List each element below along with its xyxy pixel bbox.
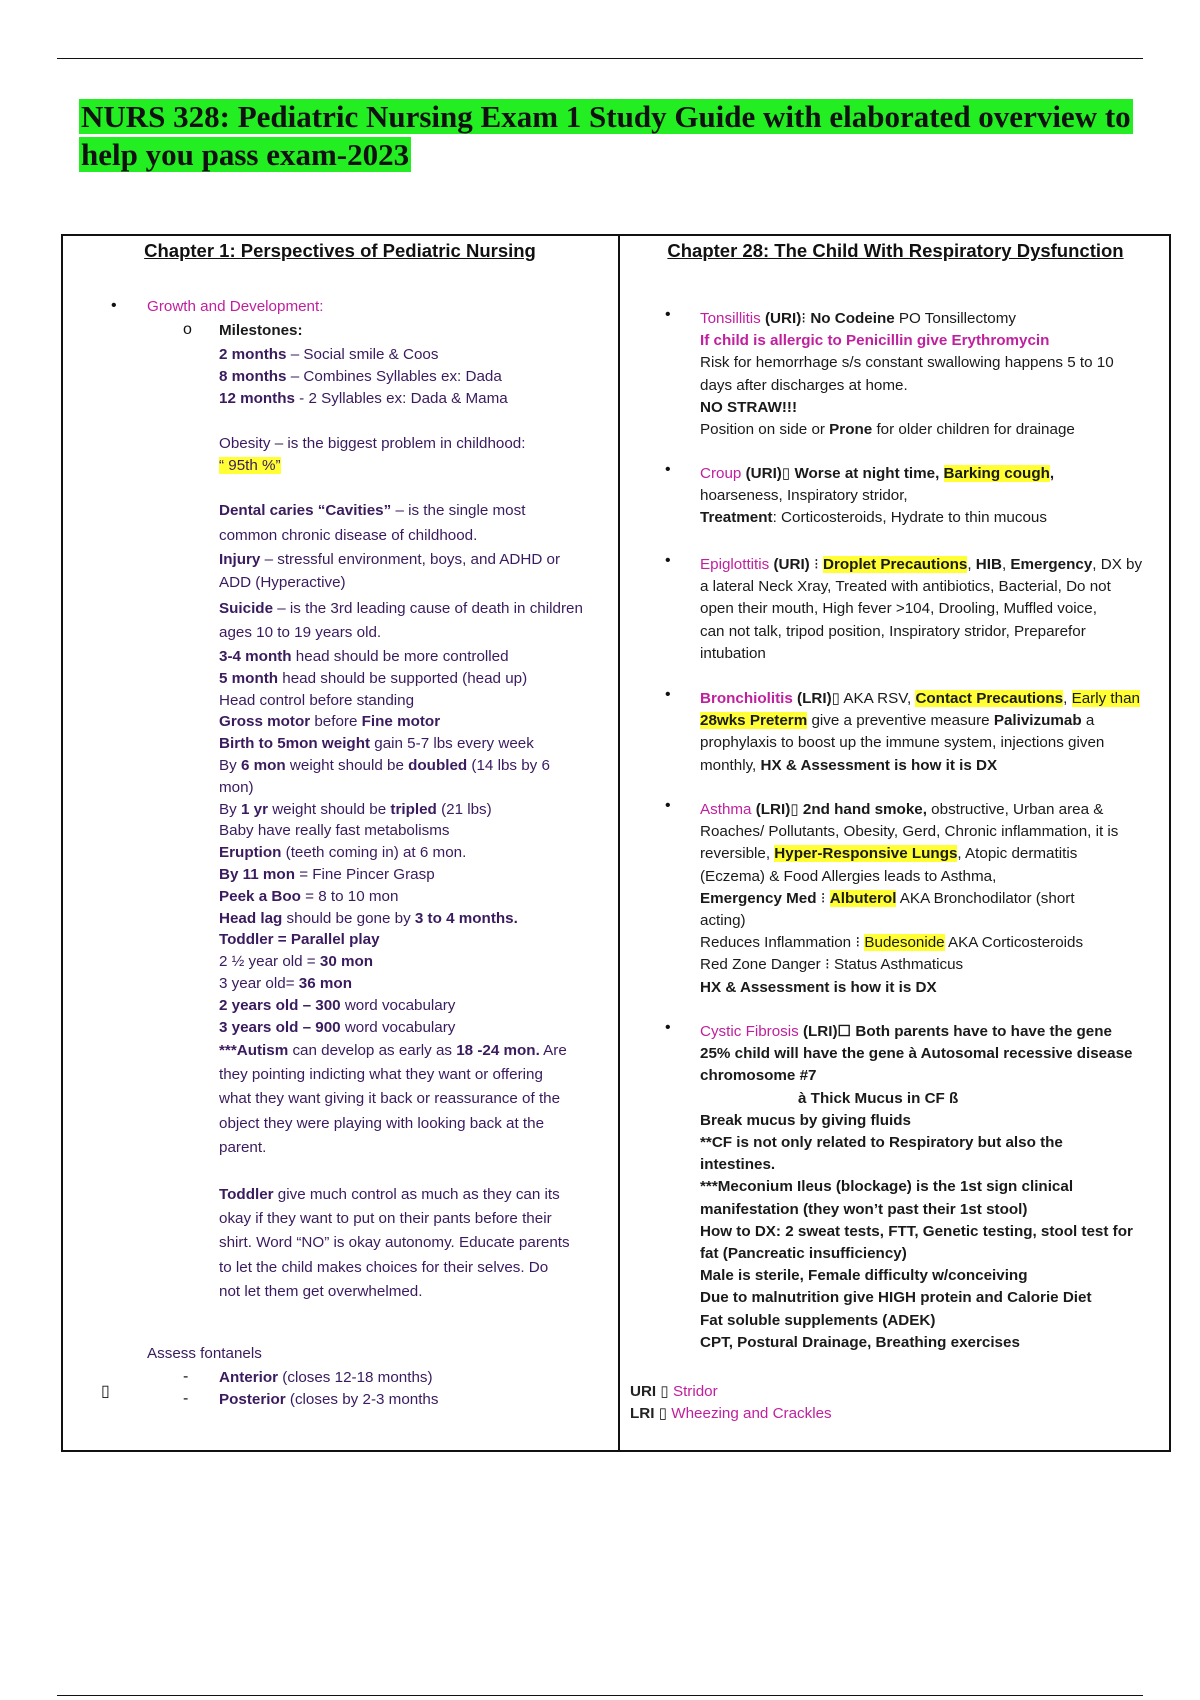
two-column-table [61, 234, 1171, 1452]
obesity-highlight: “ 95th %” [219, 457, 281, 474]
epiglottitis-block: Epiglottitis (URI) ⁝ Droplet Precautions, HIB, Emergency, DX by a lateral Neck Xray, Treated with antibiotics, Bacterial, Do not open their mouth, High fever >104, Drooling, Muffled voice, can not talk, tripod position, Inspiratory stridor, Preparefor intubation [700, 556, 1143, 662]
bottom-rule [57, 1695, 1143, 1696]
injury-block: Injury – stressful environment, boys, and ADHD or ADD (Hyperactive) [219, 551, 561, 591]
bullet-dot: • [665, 797, 671, 814]
bullet-circle: o [183, 321, 192, 338]
asthma-block: Asthma (LRI)▯ 2nd hand smoke, obstructive, Urban area & Roaches/ Pollutants, Obesity, Gerd, Chronic inflammation, it is reversible, Hyper-Responsive Lungs, Atopic dermatitis (Eczema) & Food Allergies leads to Asthma, Emergency Med ⁝ Albuterol AKA Bronchodilator (short acting) Reduces Inflammation ⁝ Budesonide AKA Corticosteroids Red Zone Danger ⁝ Status Asthmaticus HX & Assessment is how it is DX [700, 801, 1119, 996]
fontanels-label: Assess fontanels [147, 1345, 262, 1362]
autism-block: ***Autism can develop as early as 18 -24 mon. Are they pointing indicting what they want or offering what they want giving it back or reassurance of the object they were playing with looking back at the parent. [219, 1042, 567, 1156]
milestone-row: 8 months – Combines Syllables ex: Dada [219, 368, 502, 385]
dental-block: Dental caries “Cavities” – is the single most common chronic disease of childhood. [219, 502, 526, 544]
bullet-dot: • [111, 297, 117, 314]
bullet-dash: - [183, 1368, 189, 1385]
bullet-dash: - [183, 1390, 189, 1407]
bullet-dot: • [665, 306, 671, 323]
bullet-dot: • [665, 686, 671, 703]
toddler-block: Toddler give much control as much as they can its okay if they want to put on their pants before their shirt. Word “NO” is okay autonomy. Educate parents to let the child makes choices for their selves. Do not let them get overwhelmed. [219, 1186, 570, 1300]
milestones-label: Milestones: [219, 322, 303, 339]
bullet-dot: • [665, 461, 671, 478]
suicide-block: Suicide – is the 3rd leading cause of death in children ages 10 to 19 years old. [219, 600, 583, 641]
top-rule [57, 58, 1143, 59]
uri-legend: URI ▯ Stridor [630, 1383, 718, 1400]
tonsillitis-block: Tonsillitis (URI)⁝ No Codeine PO Tonsillectomy If child is allergic to Penicillin give Erythromycin Risk for hemorrhage s/s constant swallowing happens 5 to 10 days after discharges at home. NO STRAW!!! Position on side or Prone for older children for drainage [700, 310, 1114, 439]
title-highlight: NURS 328: Pediatric Nursing Exam 1 Study Guide with elaborated overview to help you pass exam-2023 [81, 99, 1131, 172]
bullet-dot: • [665, 552, 671, 569]
left-heading: Chapter 1: Perspectives of Pediatric Nursing [144, 240, 536, 261]
right-heading: Chapter 28: The Child With Respiratory Dysfunction [667, 240, 1124, 261]
development-list: 3-4 month head should be more controlled 5 month head should be supported (head up) Head control before standing Gross motor before Fine motor Birth to 5mon weight gain 5-7 lbs every week By 6 mon weight should be doubled (14 lbs by 6 mon) By 1 yr weight should be tripled (21 lbs) Baby have really fast metabolisms Eruption (teeth coming in) at 6 mon. By 11 mon = Fine Pincer Grasp Peek a Boo = 8 to 10 mon Head lag should be gone by 3 to 4 months. Toddler = Parallel play 2 ½ year old = 30 mon 3 year old= 36 mon 2 years old – 300 word vocabulary 3 years old – 900 word vocabulary [219, 648, 550, 1036]
bullet-dot: • [665, 1019, 671, 1036]
milestone-row: 12 months - 2 Syllables ex: Dada & Mama [219, 390, 508, 407]
document-title [79, 98, 1139, 174]
box-glyph: ▯ [101, 1383, 110, 1400]
croup-block: Croup (URI)▯ Worse at night time, Barking cough, hoarseness, Inspiratory stridor, Treatment: Corticosteroids, Hydrate to thin mucous [700, 465, 1055, 527]
lri-legend: LRI ▯ Wheezing and Crackles [630, 1405, 832, 1422]
obesity-text: Obesity – is the biggest problem in childhood: [219, 435, 526, 452]
bronchiolitis-block: Bronchiolitis (LRI)▯ AKA RSV, Contact Precautions, Early than 28wks Preterm give a preventive measure Palivizumab a prophylaxis to boost up the immune system, injections given monthly, HX & Assessment is how it is DX [700, 690, 1140, 774]
milestone-row: 2 months – Social smile & Coos [219, 346, 439, 363]
obesity-block [219, 433, 609, 477]
anterior-fontanel: Anterior (closes 12-18 months) [219, 1369, 433, 1386]
section-growth: Growth and Development: [147, 298, 324, 315]
posterior-fontanel: Posterior (closes by 2-3 months [219, 1391, 439, 1408]
cystic-fibrosis-block: Cystic Fibrosis (LRI)☐ Both parents have to have the gene 25% child will have the gene à Autosomal recessive disease chromosome #7 à Thick Mucus in CF ß Break mucus by giving fluids **CF is not only related to Respiratory but also the intestines. ***Meconium Ileus (blockage) is the 1st sign clinical manifestation (they won’t past their 1st stool) How to DX: 2 sweat tests, FTT, Genetic testing, stool test for fat (Pancreatic insufficiency) Male is sterile, Female difficulty w/conceiving Due to malnutrition give HIGH protein and Calorie Diet Fat soluble supplements (ADEK) CPT, Postural Drainage, Breathing exercises [700, 1023, 1133, 1351]
column-divider [618, 236, 620, 1450]
milestones-block [219, 344, 609, 410]
